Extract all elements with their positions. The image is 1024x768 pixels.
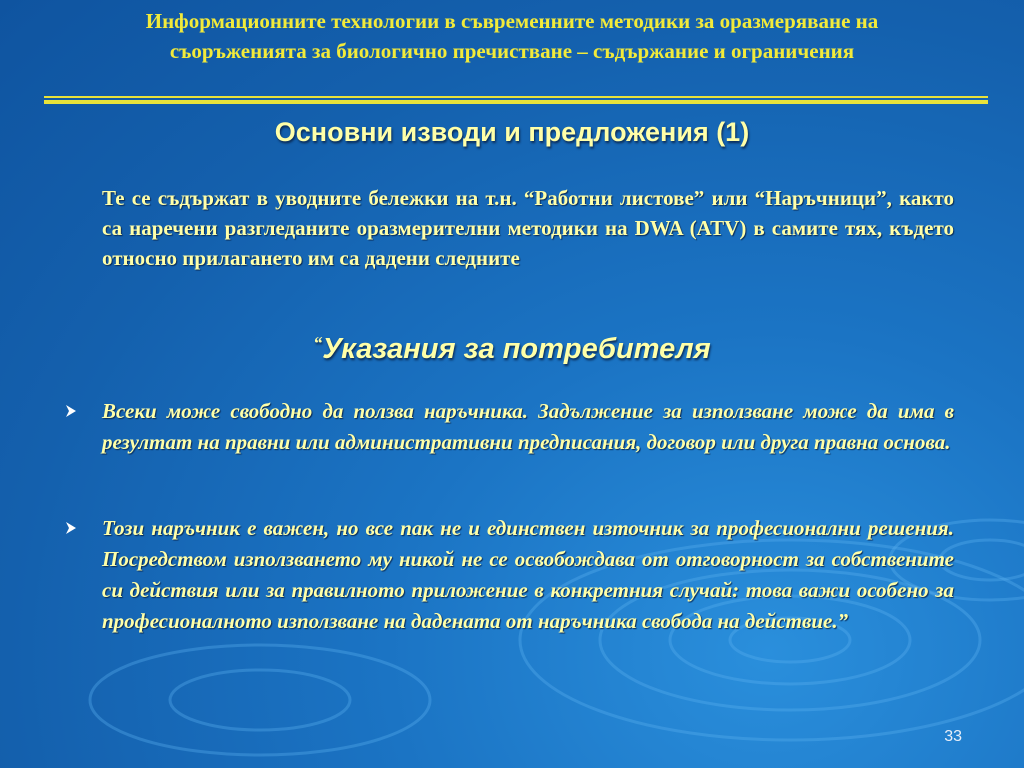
header-title-line1: Информационните технологии в съвременните методики за оразмеряване на xyxy=(145,9,879,33)
arrow-bullet-icon xyxy=(64,521,78,535)
arrow-bullet-icon xyxy=(64,404,78,418)
bullet-item-1: Всеки може свободно да ползва наръчника. Задължение за използване може да има в резултат на правни или административни предписания, договор или друга правна основа. xyxy=(102,399,954,454)
header-title-line2: съоръженията за биологично пречистване – съдържание и ограничения xyxy=(169,39,855,63)
intro-paragraph: Те се съдържат в уводните бележки на т.н. “Работни листове” или “Наръчници”, както са наречени разгледаните оразмерителни методики на DWA (ATV) в самите тях, където относно прилагането им са дадени следните xyxy=(102,186,954,270)
section-heading xyxy=(0,333,1024,366)
slide-header xyxy=(0,6,1024,66)
header-divider-thick xyxy=(44,100,988,104)
section-heading-text: Указания за потребителя xyxy=(322,333,711,365)
bullet-item-2: Този наръчник е важен, но все пак не и единствен източник за професионални решения. Посредством използването му никой не се освобождава от отговорност за собствените си действия или за правилното приложение в конкретния случай: това важи особено за професионалното използване на дадената от наръчника свобода на действие.” xyxy=(102,516,954,633)
slide-page-number: 33 xyxy=(944,728,962,745)
header-divider-thin xyxy=(44,96,988,98)
slide-subtitle: Основни изводи и предложения (1) xyxy=(274,117,750,147)
section-opening-quote: “ xyxy=(313,333,323,353)
